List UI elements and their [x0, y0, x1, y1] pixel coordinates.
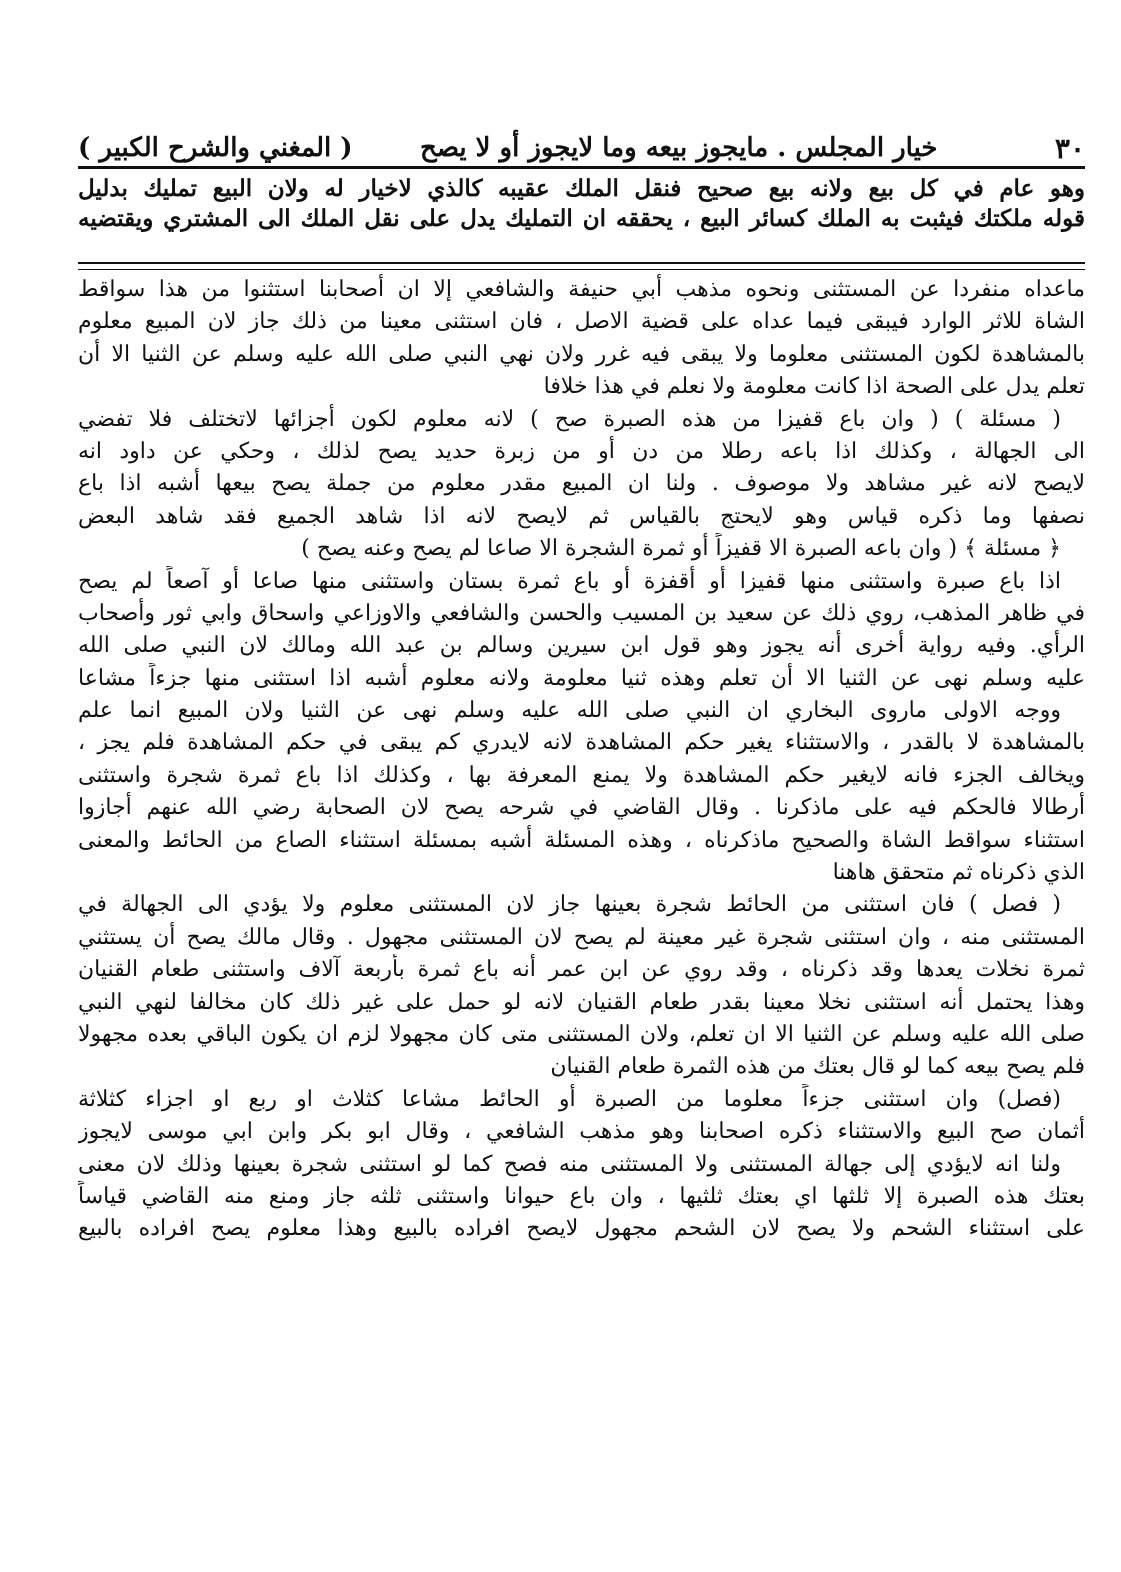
text-line: المستثنى منه ، وان استثنى شجرة غير معينة لم يصح لان المستثنى مجهول . وقال مالك يصح أن يستثني — [78, 924, 1085, 950]
text-line: الى الجهالة ، وكذلك اذا باعه رطلا من دن أو من زبرة حديد يصح لذلك ، وحكي عن داود انه — [78, 438, 1085, 464]
text-line: ثمرة نخلات يعدها وقد ذكرناه ، وقد روي عن ابن عمر أنه باع ثمرة بأربعة آلاف واستثنى طعام القنيان — [78, 957, 1085, 983]
page-number: ٣٠ — [1054, 131, 1085, 165]
text-line: ولنا انه لايؤدي إلى جهالة المستثنى ولا المستثنى منه فصح كما لو استثنى شجرة بعينها وذلك لان معنى — [78, 1151, 1061, 1177]
running-header — [78, 128, 1085, 168]
text-line: الرأي. وفيه رواية أخرى أنه يجوز وهو قول ابن سيرين وسالم بن عبد الله ومالك لان النبي صلى الله — [78, 633, 1085, 659]
header-rule — [78, 166, 1085, 169]
section-divider — [78, 262, 1085, 270]
text-line: ( فصل ) فان استثنى من الحائط شجرة بعينها جاز لان المستثنى معلوم ولا يؤدي الى الجهالة في — [78, 892, 1061, 918]
main-text — [78, 274, 1085, 1246]
text-line: أرطالا فالحكم فيه على ماذكرنا . وقال القاضي في شرحه يصح لان الصحابة رضي الله عنهم أجازوا — [78, 795, 1085, 821]
text-line: تعلم يدل على الصحة اذا كانت معلومة ولا نعلم في هذا خلافا — [543, 374, 1085, 400]
commentary-line: وهو عام في كل بيع ولانه بيع صحيح فنقل الملك عقيبه كالذي لاخيار له ولان البيع تمليك بدليل — [78, 175, 1085, 202]
text-line: استثناء سواقط الشاة والصحيح ماذكرناه ، وهذه المسئلة أشبه بمسئلة استثناء الصاع من الحائط والمعنى — [78, 827, 1085, 853]
text-line: اذا باع صبرة واستثنى منها قفيزا أو أقفزة أو باع ثمرة بستان واستثنى منها صاعا أو آصعاً لم يصح — [78, 568, 1061, 594]
text-line: بالمشاهدة لا بالقدر ، والاستثناء يغير حكم المشاهدة لانه لايدري كم يبقى في حكم المشاهدة فلم يجز ، — [78, 730, 1085, 756]
book-title: ( المغني والشرح الكبير ) — [78, 133, 353, 163]
text-line: نصفها وما ذكره قياس وهو لايحتج بالقياس ثم لايصح لانه اذا شاهد الجميع فقد شاهد البعض — [78, 503, 1085, 529]
text-line: على استثناء الشحم ولا يصح لان الشحم مجهول لايصح افراده بالبيع وهذا معلوم يصح افراده بالبيع — [78, 1216, 1085, 1242]
commentary-line: قوله ملكتك فيثبت به الملك كسائر البيع ، يحققه ان التمليك يدل على نقل الملك الى المشتري ويقتضيه — [78, 205, 1085, 232]
text-line: ﴿ مسئلة ﴾ ( وان باعه الصبرة الا قفيزاً أو ثمرة الشجرة الا صاعا لم يصح وعنه يصح ) — [301, 536, 1061, 562]
text-line: وهذا يحتمل أنه استثنى نخلا معينا بقدر طعام القنيان لانه لو حمل على غير ذلك كان مخالفا لنهي النبي — [78, 989, 1085, 1015]
text-line: صلى الله عليه وسلم عن الثنيا الا ان تعلم، ولان المستثنى متى كان مجهولا لزم ان يكون الباقي بعده مجهولا — [78, 1021, 1085, 1047]
chapter-title: خيار المجلس . مايجوز بيعه وما لايجوز أو لا يصح — [420, 133, 938, 163]
text-line: بالمشاهدة لكون المستثنى معلوما ولا يبقى فيه غرر ولان نهي النبي صلى الله عليه وسلم عن الثنيا الا أن — [78, 341, 1085, 367]
text-line: ويخالف الجزء فانه لايغير حكم المشاهدة ولا يمنع المعرفة بها ، وكذلك اذا باع ثمرة شجرة واستثنى — [78, 762, 1085, 788]
text-line: الذي ذكرناه ثم متحقق هاهنا — [832, 860, 1085, 886]
text-line: ماعداه منفردا عن المستثنى ونحوه مذهب أبي حنيفة والشافعي إلا ان أصحابنا استثنوا من هذا سواقط — [78, 277, 1085, 302]
commentary-block — [78, 174, 1085, 234]
text-line: فلم يصح بيعه كما لو قال بعتك من هذه الثمرة طعام القنيان — [550, 1054, 1085, 1080]
text-line: الشاة للاثر الوارد فيبقى فيما عداه على قضية الاصل ، فان استثنى معينا من ذلك جاز لان المبيع معلوم — [78, 309, 1085, 335]
text-line: (فصل) وان استثنى جزءاً معلوما من الصبرة أو الحائط مشاعا كثلاث او ربع او اجزاء كثلاثة — [78, 1086, 1061, 1112]
text-line: أثمان صح البيع والاستثناء ذكره اصحابنا وهو مذهب الشافعي ، وقال ابو بكر وابن ابي موسى لايجوز — [78, 1119, 1085, 1145]
text-line: بعتك هذه الصبرة إلا ثلثها اي بعتك ثلثيها ، وان باع حيوانا واستثنى ثلثه جاز ومنع منه القاضي قياساً — [78, 1183, 1085, 1209]
text-line: لايصح لانه غير مشاهد ولا موصوف . ولنا ان المبيع مقدر معلوم من جملة يصح بيعها أشبه اذا باع — [78, 471, 1085, 497]
text-line: عليه وسلم نهى عن الثنيا الا أن تعلم وهذه ثنيا معلومة ولانه معلوم أشبه اذا استثنى منها جزءاً مشاعا — [78, 665, 1085, 691]
text-line: في ظاهر المذهب، روي ذلك عن سعيد بن المسيب والحسن والشافعي والاوزاعي واسحاق وابي ثور وأصحاب — [78, 600, 1085, 626]
text-line: ( مسئلة ) ( وان باع قفيزا من هذه الصبرة صح ) لانه معلوم لكون أجزائها لاتختلف فلا تفضي — [78, 406, 1061, 432]
text-line: ووجه الاولى ماروى البخاري ان النبي صلى الله عليه وسلم نهى عن الثنيا ولان المبيع انما علم — [78, 698, 1061, 724]
